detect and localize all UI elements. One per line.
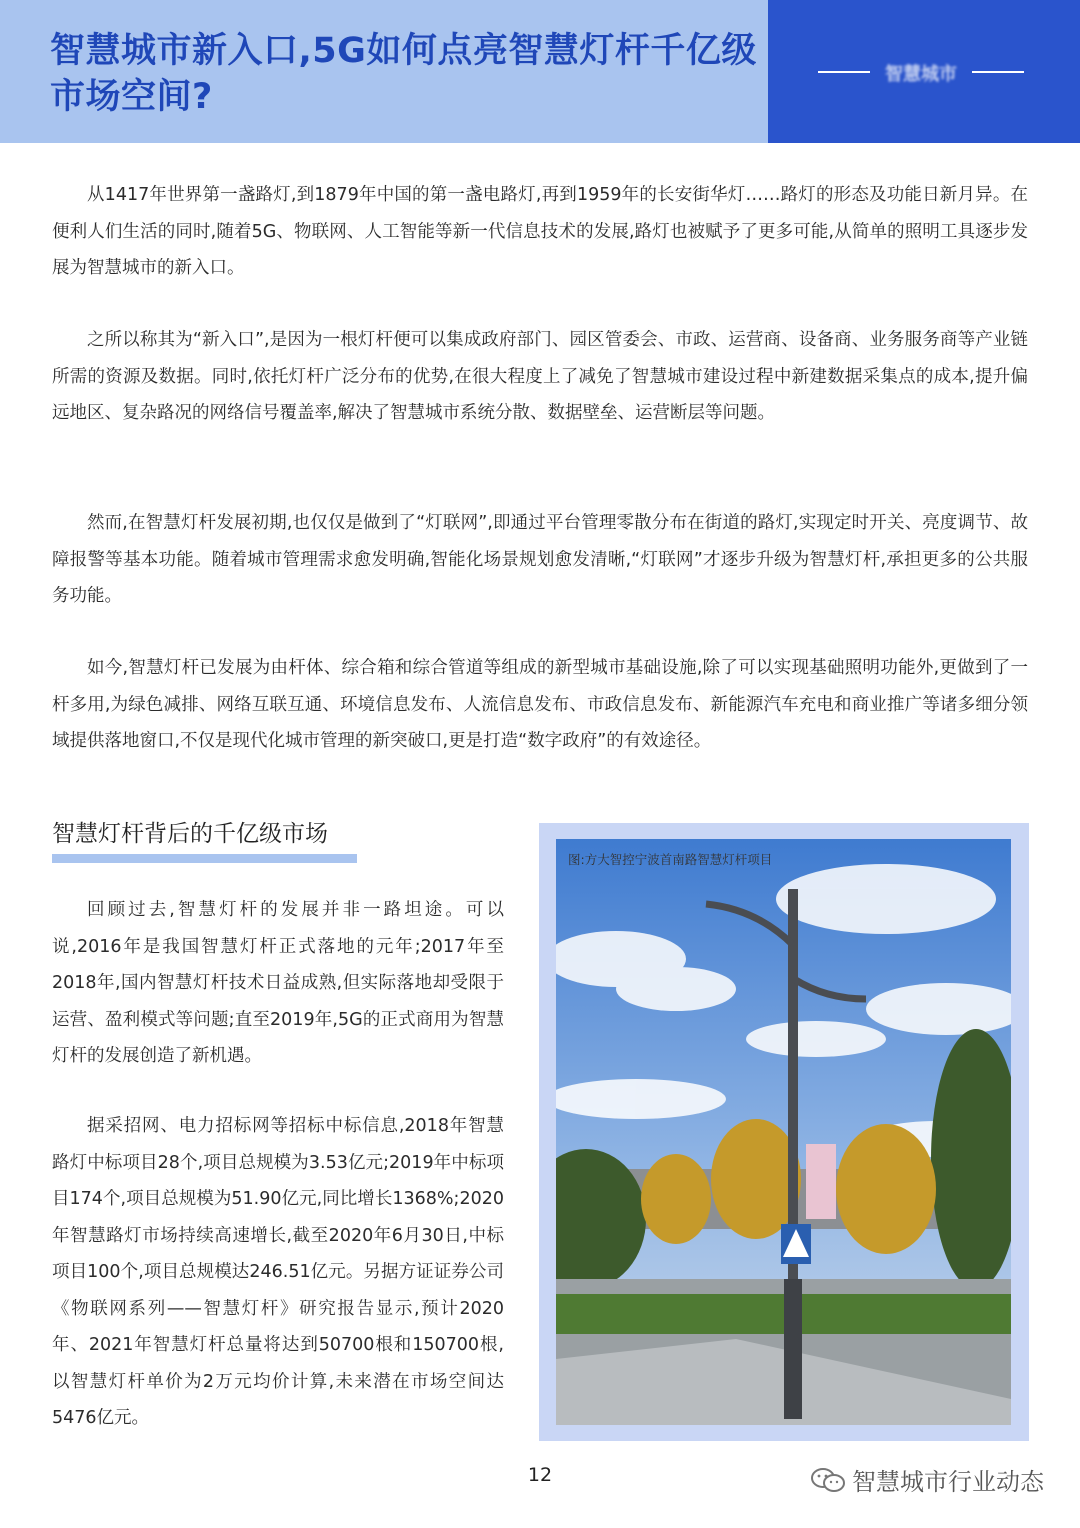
- brand-line-left: [818, 71, 870, 73]
- intro-paragraph-3: 然而,在智慧灯杆发展初期,也仅仅是做到了“灯联网”,即通过平台管理零散分布在街道的路灯,实现定时开关、亮度调节、故障报警等基本功能。随着城市管理需求愈发明确,智能化场景规划愈发清晰,“灯联网”才逐步升级为智慧灯杆,承担更多的公共服务功能。: [52, 513, 1028, 606]
- brand-line-right: [972, 71, 1024, 73]
- watermark-text: 智慧城市行业动态: [852, 1468, 1044, 1496]
- section-paragraph-2: 据采招网、电力招标网等招标中标信息,2018年智慧路灯中标项目28个,项目总规模为3.53亿元;2019年中标项目174个,项目总规模为51.90亿元,同比增长1368%;2020年智慧路灯市场持续高速增长,截至2020年6月30日,中标项目100个,项目总规模达246.51亿元。另据方证证券公司《物联网系列——智慧灯杆》研究报告显示,预计2020年、2021年智慧灯杆总量将达到50700根和150700根,以智慧灯杆单价为2万元均价计算,未来潜在市场空间达5476亿元。: [52, 1116, 504, 1428]
- section-title-underline: [52, 854, 357, 863]
- intro-paragraph-1: 从1417年世界第一盏路灯,到1879年中国的第一盏电路灯,再到1959年的长安街华灯……路灯的形态及功能日新月异。在便利人们生活的同时,随着5G、物联网、人工智能等新一代信息技术的发展,路灯也被赋予了更多可能,从简单的照明工具逐步发展为智慧城市的新入口。: [52, 185, 1028, 278]
- page-number: 12: [527, 1464, 553, 1486]
- watermark: [810, 1462, 1044, 1497]
- figure-caption: 图:方大智控宁波首南路智慧灯杆项目: [568, 852, 773, 867]
- brand-text: 智慧城市: [885, 64, 957, 85]
- smart-lamp-photo: [556, 839, 1011, 1425]
- intro-paragraph-2: 之所以称其为“新入口”,是因为一根灯杆便可以集成政府部门、园区管委会、市政、运营商、设备商、业务服务商等产业链所需的资源及数据。同时,依托灯杆广泛分布的优势,在很大程度上了减免了智慧城市建设过程中新建数据采集点的成本,提升偏远地区、复杂路况的网络信号覆盖率,解决了智慧城市系统分散、数据壁垒、运营断层等问题。: [52, 330, 1028, 423]
- intro-paragraph-4: 如今,智慧灯杆已发展为由杆体、综合箱和综合管道等组成的新型城市基础设施,除了可以实现基础照明功能外,更做到了一杆多用,为绿色减排、网络互联互通、环境信息发布、人流信息发布、市政信息发布、新能源汽车充电和商业推广等诸多细分领域提供落地窗口,不仅是现代化城市管理的新突破口,更是打造“数字政府”的有效途径。: [52, 658, 1028, 751]
- page-title: 智慧城市新入口,5G如何点亮智慧灯杆千亿级市场空间?: [50, 31, 757, 117]
- section-title: 智慧灯杆背后的千亿级市场: [52, 821, 328, 847]
- header-brand-block: [768, 0, 1080, 143]
- brand-mark: [818, 57, 1024, 87]
- header-banner: [0, 0, 1080, 143]
- wechat-icon: [810, 1466, 846, 1494]
- section-paragraph-1: 回顾过去,智慧灯杆的发展并非一路坦途。可以说,2016年是我国智慧灯杆正式落地的元年;2017年至2018年,国内智慧灯杆技术日益成熟,但实际落地却受限于运营、盈利模式等问题;直至2019年,5G的正式商用为智慧灯杆的发展创造了新机遇。: [52, 900, 504, 1066]
